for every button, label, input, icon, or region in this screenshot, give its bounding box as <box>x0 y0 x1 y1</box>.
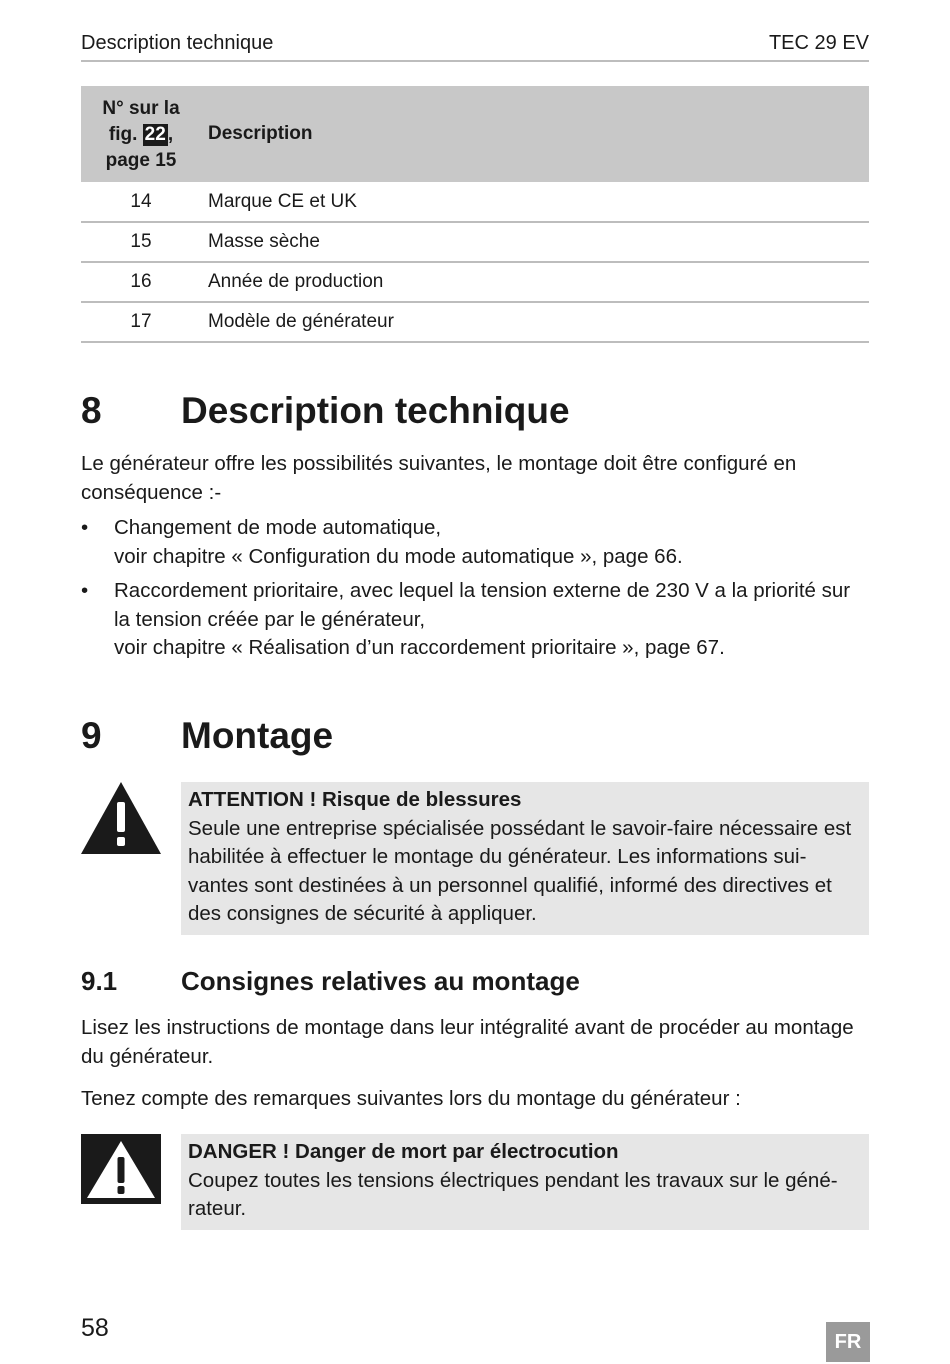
section-number: 9.1 <box>81 966 118 996</box>
figure-reference-box: 22 <box>144 124 166 145</box>
header-product-name: TEC 29 EV <box>768 32 869 54</box>
table-row <box>81 182 869 222</box>
language-badge: FR <box>826 1322 870 1362</box>
table-cell-number: 17 <box>81 302 201 342</box>
section-9-1-para2: Tenez compte des remarques suivantes lors du montage du générateur : <box>81 1087 741 1110</box>
bullet-icon: • <box>81 579 89 602</box>
table-row <box>81 262 869 302</box>
table-row <box>81 222 869 262</box>
table-cell-number: 16 <box>81 262 201 302</box>
bullet-icon: • <box>81 516 89 539</box>
header-section-title: Description technique <box>81 32 274 54</box>
notice-text: Seule une entreprise spécialisée possédant le savoir-faire nécessaire est habilitée à effectuer le montage du générateur. Les informations sui-vantes sont destinées à un personnel qualifié, informé des directives et des consignes de sécurité à appliquer. <box>188 816 852 925</box>
section-8-intro: Le générateur offre les possibilités suivantes, le montage doit être configuré en conséquence :- <box>81 452 797 504</box>
notice-text: Coupez toutes les tensions électriques pendant les travaux sur le géné-rateur. <box>188 1168 838 1220</box>
table-cell-description: Année de production <box>201 262 869 302</box>
table-cell-number: 14 <box>81 182 201 222</box>
page-header <box>81 30 869 62</box>
reference-table <box>81 86 869 343</box>
section-title: Montage <box>181 715 334 756</box>
section-title: Consignes relatives au montage <box>181 966 580 996</box>
table-cell-description: Modèle de générateur <box>201 302 869 342</box>
notice-title: DANGER ! Danger de mort par électrocution <box>188 1140 619 1163</box>
attention-notice <box>181 782 869 935</box>
table-header-description: Description <box>201 86 869 182</box>
section-9-1-para1: Lisez les instructions de montage dans leur intégralité avant de procéder au montage du générateur. <box>81 1016 854 1068</box>
section-number: 8 <box>81 390 102 431</box>
page-number: 58 <box>81 1314 109 1342</box>
section-number: 9 <box>81 715 102 756</box>
table-row <box>81 302 869 342</box>
table-cell-number: 15 <box>81 222 201 262</box>
warning-triangle-icon <box>81 782 161 854</box>
danger-notice <box>181 1134 869 1230</box>
table-header-row <box>81 86 869 182</box>
section-title: Description technique <box>181 390 570 431</box>
electric-warning-icon <box>81 1134 161 1204</box>
table-cell-description: Marque CE et UK <box>201 182 869 222</box>
table-header-number: N° sur la fig. 22 , page 15 <box>81 86 201 182</box>
table-cell-description: Masse sèche <box>201 222 869 262</box>
notice-title: ATTENTION ! Risque de blessures <box>188 788 522 811</box>
